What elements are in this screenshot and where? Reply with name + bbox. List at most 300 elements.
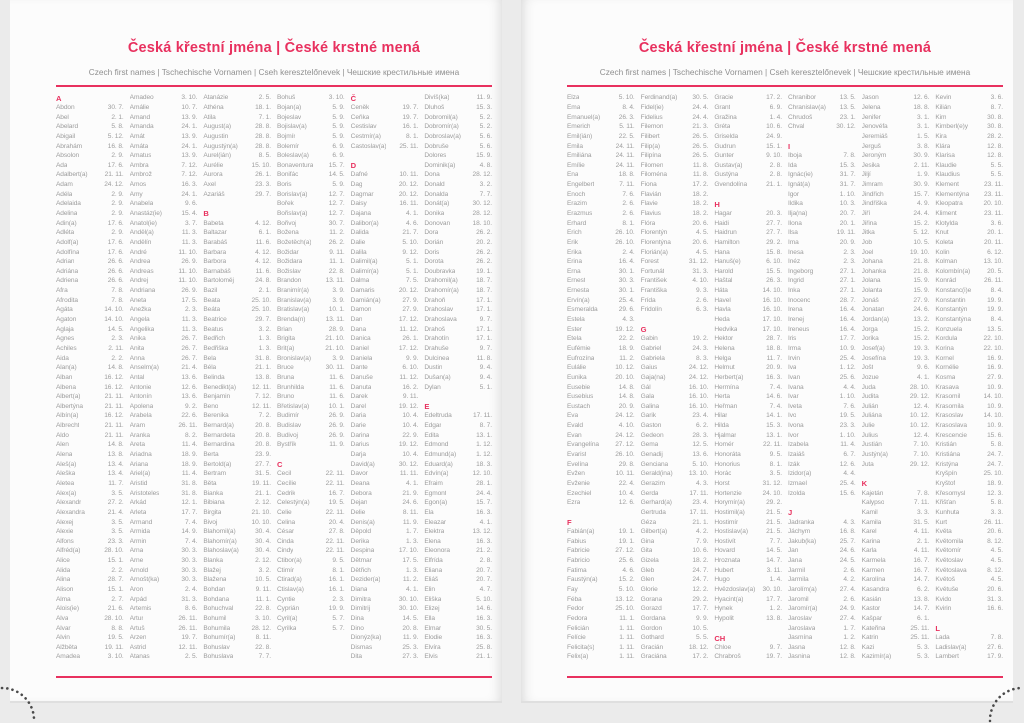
name-entry bbox=[130, 430, 198, 440]
name-day-date: 21. 10. bbox=[325, 335, 345, 343]
first-name: Kim bbox=[935, 113, 947, 121]
name-day-date: 22. 8. bbox=[255, 605, 271, 613]
first-name: Jadranka bbox=[787, 518, 815, 526]
name-day-date: 11. 10. bbox=[178, 248, 198, 256]
first-name: Daniel bbox=[350, 344, 369, 352]
name-entry bbox=[862, 373, 930, 383]
name-entry bbox=[56, 402, 124, 412]
first-name: Darina bbox=[350, 431, 370, 439]
first-name: Antonie bbox=[129, 383, 152, 391]
name-entry bbox=[277, 286, 345, 296]
first-name: César bbox=[276, 528, 295, 536]
name-day-date: 1. 10. bbox=[839, 431, 856, 439]
name-day-date: 4. 8. bbox=[479, 161, 492, 169]
name-entry bbox=[203, 594, 271, 604]
name-day-date: 8. 7. bbox=[479, 422, 492, 430]
name-entry bbox=[424, 440, 492, 450]
name-entry bbox=[862, 276, 930, 286]
name-entry bbox=[424, 556, 492, 566]
name-day-date: 17. 2. bbox=[766, 94, 782, 102]
name-day-date: 24. 7. bbox=[987, 460, 1003, 468]
name-day-date: 1. 7. bbox=[405, 528, 419, 536]
name-day-date: 20. 7. bbox=[476, 566, 492, 574]
first-name: Aristoteles bbox=[129, 489, 160, 497]
name-entry bbox=[351, 604, 419, 614]
name-entry bbox=[862, 353, 930, 363]
name-entry bbox=[277, 469, 345, 479]
name-entry bbox=[714, 643, 782, 653]
name-entry bbox=[641, 247, 709, 257]
name-day-date: 5. 9. bbox=[332, 132, 345, 140]
name-day-date: 12. 7. bbox=[328, 200, 345, 208]
name-entry bbox=[935, 392, 1003, 402]
first-name: Kristián bbox=[935, 441, 957, 449]
first-name: Justýn(a) bbox=[861, 451, 888, 459]
first-name: Fortunát bbox=[640, 267, 665, 275]
first-name: Bruna bbox=[276, 373, 295, 381]
name-day-date: 21. 4. bbox=[107, 508, 124, 516]
first-name: Esmeralda bbox=[567, 306, 598, 314]
first-name: Jitka bbox=[861, 229, 875, 237]
name-day-date: 11. 2. bbox=[402, 576, 419, 584]
name-entry bbox=[935, 546, 1003, 556]
name-day-date: 15. 5. bbox=[766, 267, 782, 275]
first-name: Josef(a) bbox=[861, 344, 885, 352]
name-entry bbox=[130, 392, 198, 402]
name-entry bbox=[714, 267, 782, 277]
first-name: Hvězdoslav(a) bbox=[714, 585, 756, 593]
first-name: Damián(a) bbox=[350, 296, 381, 304]
name-entry bbox=[641, 132, 709, 142]
first-name: Iris bbox=[787, 335, 797, 343]
name-entry bbox=[351, 546, 419, 556]
first-name: Klára bbox=[935, 142, 951, 150]
name-day-date: 1. 12. bbox=[476, 441, 492, 449]
name-day-date: 20. 12. bbox=[398, 181, 419, 189]
name-entry bbox=[788, 373, 856, 383]
name-day-date: 2. 5. bbox=[184, 653, 198, 661]
first-name: Adelina bbox=[56, 210, 78, 217]
first-name: Krasomil bbox=[935, 393, 961, 401]
name-day-date: 9. 4. bbox=[479, 373, 492, 381]
name-day-date: 3. 10. bbox=[255, 614, 271, 622]
first-name: Florentýn bbox=[640, 229, 668, 237]
name-entry bbox=[567, 199, 635, 209]
first-name: Dobromil(a) bbox=[424, 113, 458, 121]
name-entry bbox=[714, 488, 782, 498]
name-day-date: 14. 5. bbox=[107, 325, 124, 333]
name-entry bbox=[130, 411, 198, 421]
name-entry bbox=[130, 575, 198, 585]
name-entry bbox=[351, 421, 419, 431]
section-letter: C bbox=[276, 459, 283, 469]
first-name: Kimberl(e)y bbox=[935, 123, 968, 131]
name-entry bbox=[130, 604, 198, 614]
first-name: Květuše bbox=[935, 585, 959, 593]
first-name: Gema bbox=[640, 441, 659, 449]
name-entry bbox=[714, 180, 782, 190]
first-name: Emílie bbox=[567, 161, 585, 169]
name-day-date: 27. 9. bbox=[913, 296, 930, 304]
first-name: Kateřina bbox=[861, 624, 886, 632]
first-name: Erik bbox=[567, 238, 578, 246]
name-day-date: 5. 11. bbox=[619, 123, 635, 131]
name-day-date: 2. 6. bbox=[695, 296, 709, 304]
first-name: Babeta bbox=[203, 219, 224, 227]
name-entry bbox=[567, 132, 635, 142]
name-day-date: 21. 8. bbox=[913, 267, 930, 275]
name-entry bbox=[277, 257, 345, 267]
name-entry bbox=[862, 508, 930, 518]
first-name: Daisy bbox=[350, 200, 367, 208]
first-name: Darja bbox=[350, 451, 366, 459]
name-day-date: 3. 2. bbox=[258, 325, 271, 333]
name-entry bbox=[351, 633, 419, 643]
names-grid-right bbox=[567, 93, 1003, 673]
first-name: Jaroslava bbox=[787, 624, 816, 632]
first-name: Konstantýn bbox=[935, 306, 968, 314]
name-day-date: 24. 12. bbox=[688, 364, 709, 372]
name-entry bbox=[351, 180, 419, 190]
name-entry bbox=[788, 247, 856, 257]
first-name: Diana bbox=[350, 585, 368, 593]
name-entry bbox=[351, 324, 419, 334]
first-name: Horác bbox=[714, 470, 732, 478]
name-entry bbox=[862, 652, 930, 662]
name-day-date: 7. 5. bbox=[405, 277, 419, 285]
name-entry bbox=[862, 488, 930, 498]
name-entry bbox=[567, 141, 635, 151]
first-name: Cyrilka bbox=[276, 624, 297, 632]
name-day-date: 29. 6. bbox=[618, 306, 635, 314]
name-day-date: 24. 3. bbox=[692, 344, 709, 352]
first-name: Gudrun bbox=[714, 142, 736, 150]
first-name: Dobromír(a) bbox=[424, 123, 459, 131]
name-day-date: 7. 12. bbox=[181, 161, 198, 169]
name-entry bbox=[714, 373, 782, 383]
name-day-date: 29. 7. bbox=[255, 190, 271, 198]
name-entry bbox=[714, 334, 782, 344]
first-name: Dimitra bbox=[350, 595, 371, 603]
name-day-date: 20. 12. bbox=[398, 287, 419, 295]
name-entry bbox=[203, 267, 271, 277]
first-name: Barbora bbox=[203, 258, 227, 266]
name-day-date: 1. 11. bbox=[619, 643, 635, 651]
name-day-date: 30. 10. bbox=[398, 595, 419, 603]
name-day-date: 21. 8. bbox=[913, 258, 930, 266]
first-name: Bratislav(a) bbox=[276, 306, 310, 314]
name-entry bbox=[714, 575, 782, 585]
first-name: Květoslava bbox=[935, 566, 967, 574]
first-name: Hypolit bbox=[714, 614, 734, 622]
first-name: Flavius bbox=[640, 210, 661, 217]
name-entry bbox=[203, 469, 271, 479]
name-entry bbox=[56, 228, 124, 238]
name-entry bbox=[714, 209, 782, 219]
name-day-date: 4. 5. bbox=[990, 557, 1003, 565]
name-day-date: 26. 3. bbox=[618, 113, 635, 121]
name-day-date: 15. 7. bbox=[328, 161, 345, 169]
first-name: Agaton bbox=[56, 316, 77, 324]
name-day-date: 26. 1. bbox=[402, 335, 419, 343]
name-entry bbox=[203, 373, 271, 383]
name-entry bbox=[56, 160, 124, 170]
first-name: Alexej bbox=[56, 518, 74, 526]
name-entry bbox=[56, 286, 124, 296]
name-entry bbox=[862, 344, 930, 354]
first-name: Ester bbox=[567, 325, 582, 333]
name-day-date: 21. 1. bbox=[255, 489, 271, 497]
name-entry bbox=[862, 546, 930, 556]
first-name: Ernesta bbox=[567, 287, 590, 295]
first-name: Augustýn(a) bbox=[203, 142, 238, 150]
first-name: Jáchym bbox=[787, 528, 811, 536]
name-day-date: 11. 1. bbox=[619, 614, 635, 622]
name-entry bbox=[935, 305, 1003, 315]
name-entry bbox=[130, 585, 198, 595]
name-day-date: 21. 1. bbox=[255, 364, 271, 372]
blank-row bbox=[567, 508, 635, 518]
first-name: Květoslav bbox=[935, 557, 964, 565]
first-name: Dismas bbox=[350, 643, 373, 651]
first-name: Erich bbox=[567, 229, 582, 237]
name-entry bbox=[862, 238, 930, 248]
name-entry bbox=[351, 498, 419, 508]
first-name: Dora bbox=[424, 229, 439, 237]
first-name: Hana bbox=[714, 248, 730, 256]
first-name: Dajana bbox=[350, 210, 371, 217]
name-entry bbox=[424, 498, 492, 508]
first-name: Ingeborg bbox=[787, 267, 814, 275]
name-entry bbox=[56, 479, 124, 489]
first-name: Barabáš bbox=[203, 238, 228, 246]
name-entry bbox=[424, 160, 492, 170]
name-day-date: 2. 9. bbox=[111, 200, 124, 208]
first-name: Dušan(a) bbox=[424, 373, 451, 381]
name-day-date: 26. 9. bbox=[181, 287, 198, 295]
name-day-date: 12. 2. bbox=[692, 585, 709, 593]
first-name: Havel bbox=[714, 296, 731, 304]
name-entry bbox=[351, 257, 419, 267]
name-day-date: 28. 1. bbox=[476, 479, 492, 487]
first-name: Irena bbox=[787, 306, 803, 314]
first-name: Ariana bbox=[129, 460, 149, 468]
name-day-date: 14. 5. bbox=[402, 614, 419, 622]
name-day-date: 18. 7. bbox=[476, 277, 492, 285]
first-name: Divíš(ka) bbox=[424, 94, 450, 102]
name-day-date: 28. 12. bbox=[472, 210, 492, 217]
name-entry bbox=[203, 479, 271, 489]
first-name: Juliána bbox=[861, 412, 882, 420]
first-name: Borislav(a) bbox=[276, 190, 308, 198]
first-name: Doubravka bbox=[424, 267, 456, 275]
name-entry bbox=[130, 295, 198, 305]
name-day-date: 7. 10. bbox=[913, 451, 930, 459]
name-entry bbox=[130, 103, 198, 113]
first-name: Agáta bbox=[56, 306, 73, 314]
name-day-date: 17. 11. bbox=[473, 412, 492, 420]
first-name: Karina bbox=[861, 537, 881, 545]
name-entry bbox=[714, 430, 782, 440]
name-day-date: 9. 7. bbox=[479, 316, 492, 324]
name-day-date: 24. 9. bbox=[766, 132, 782, 140]
name-entry bbox=[862, 218, 930, 228]
first-name: Kasandra bbox=[861, 585, 890, 593]
name-entry bbox=[351, 170, 419, 180]
name-day-date: 26. 5. bbox=[692, 132, 709, 140]
name-entry bbox=[351, 103, 419, 113]
first-name: Aranka bbox=[129, 431, 150, 439]
first-name: Helga bbox=[714, 354, 732, 362]
name-entry bbox=[567, 382, 635, 392]
first-name: Bronislav(a) bbox=[276, 354, 311, 362]
name-entry bbox=[862, 430, 930, 440]
first-name: Anastáz(ie) bbox=[129, 210, 162, 217]
name-day-date: 11. 3. bbox=[181, 238, 198, 246]
name-day-date: 7. 6. bbox=[843, 402, 856, 410]
first-name: Edgar bbox=[424, 422, 442, 430]
name-entry bbox=[203, 276, 271, 286]
name-day-date: 15. 2. bbox=[618, 576, 635, 584]
name-day-date: 24. 5. bbox=[839, 557, 856, 565]
name-entry bbox=[567, 334, 635, 344]
first-name: Hermína bbox=[714, 383, 739, 391]
name-day-date: 24. 4. bbox=[476, 489, 492, 497]
name-entry bbox=[714, 585, 782, 595]
name-entry bbox=[788, 402, 856, 412]
name-day-date: 9. 5. bbox=[332, 557, 345, 565]
first-name: Gál bbox=[640, 383, 651, 391]
name-entry bbox=[641, 363, 709, 373]
name-day-date: 19. 1. bbox=[476, 267, 492, 275]
first-name: Benedikt(a) bbox=[203, 383, 236, 391]
first-name: Jesika bbox=[861, 161, 880, 169]
first-name: Drahoslav bbox=[424, 306, 454, 314]
name-day-date: 7. 8. bbox=[843, 152, 856, 160]
name-day-date: 8. 3. bbox=[695, 354, 709, 362]
name-day-date: 4. 12. bbox=[255, 248, 271, 256]
name-day-date: 5. 10. bbox=[692, 460, 709, 468]
name-entry bbox=[567, 267, 635, 277]
name-day-date: 2. 9. bbox=[111, 152, 124, 160]
name-entry bbox=[203, 141, 271, 151]
first-name: Eusebius bbox=[567, 393, 594, 401]
name-day-date: 28. 8. bbox=[255, 132, 271, 140]
name-day-date: 15. 7. bbox=[476, 499, 492, 507]
name-entry bbox=[424, 305, 492, 315]
name-entry bbox=[714, 353, 782, 363]
name-entry bbox=[424, 141, 492, 151]
name-day-date: 22. 6. bbox=[181, 412, 198, 420]
first-name: Edmond bbox=[424, 441, 449, 449]
first-name: Florentýna bbox=[640, 238, 671, 246]
name-entry bbox=[130, 633, 198, 643]
divider-rule-top bbox=[567, 85, 1003, 87]
name-entry bbox=[862, 199, 930, 209]
name-entry bbox=[424, 421, 492, 431]
first-name: Aneta bbox=[129, 296, 147, 304]
first-name: Aleš(a) bbox=[56, 460, 77, 468]
first-name: Kasián bbox=[861, 595, 882, 603]
first-name: David(a) bbox=[350, 460, 375, 468]
first-name: Ezra bbox=[567, 499, 581, 507]
first-name: Amadeo bbox=[129, 94, 154, 102]
name-entry bbox=[788, 344, 856, 354]
first-name: Achiles bbox=[56, 344, 77, 352]
name-day-date: 2. 2. bbox=[111, 566, 124, 574]
first-name: Dalibor(a) bbox=[350, 219, 379, 227]
name-entry bbox=[788, 527, 856, 537]
first-name: Heřman bbox=[714, 402, 738, 410]
first-name: Dejan bbox=[350, 499, 368, 507]
name-entry bbox=[935, 276, 1003, 286]
first-name: Karel bbox=[861, 528, 877, 536]
name-day-date: 22. 9. bbox=[402, 431, 419, 439]
first-name: Dan bbox=[350, 316, 363, 324]
name-day-date: 30. 1. bbox=[618, 287, 635, 295]
first-name: Konrád bbox=[935, 277, 956, 285]
name-day-date: 14. 6. bbox=[766, 393, 782, 401]
name-day-date: 3. 9. bbox=[332, 354, 345, 362]
name-day-date: 4. 9. bbox=[916, 200, 930, 208]
name-day-date: 20. 4. bbox=[328, 518, 345, 526]
first-name: Adrian bbox=[56, 258, 75, 266]
first-name: Drahomír(a) bbox=[424, 287, 459, 295]
name-day-date: 21. 11. bbox=[104, 431, 124, 439]
name-day-date: 27. 1. bbox=[839, 277, 856, 285]
first-name: Ivona bbox=[787, 422, 804, 430]
name-day-date: 26. 5. bbox=[692, 142, 709, 150]
name-day-date: 15. 1. bbox=[107, 557, 124, 565]
name-day-date: 3. 11. bbox=[766, 566, 782, 574]
name-day-date: 26. 10. bbox=[615, 238, 635, 246]
first-name: Ladislav(a) bbox=[935, 643, 967, 651]
name-column bbox=[351, 93, 419, 673]
first-name: Engelbert bbox=[567, 181, 595, 189]
name-day-date: 2. 7. bbox=[111, 595, 124, 603]
name-day-date: 16. 10. bbox=[762, 296, 782, 304]
name-day-date: 26. 11. bbox=[984, 518, 1003, 526]
first-name: Jozue bbox=[861, 373, 879, 381]
first-name: Kryštof bbox=[935, 479, 956, 487]
name-entry bbox=[788, 93, 856, 103]
name-day-date: 4. 1. bbox=[479, 518, 492, 526]
name-day-date: 23. 4. bbox=[692, 499, 709, 507]
name-day-date: 14. 8. bbox=[618, 383, 635, 391]
first-name: Hostimír bbox=[714, 518, 739, 526]
name-day-date: 15. 9. bbox=[476, 152, 492, 160]
name-day-date: 7. 8. bbox=[111, 287, 124, 295]
name-entry bbox=[641, 585, 709, 595]
name-day-date: 9. 11. bbox=[329, 248, 345, 256]
name-day-date: 12. 8. bbox=[839, 643, 856, 651]
blank-row bbox=[788, 498, 856, 508]
name-entry bbox=[714, 508, 782, 518]
name-day-date: 10. 3. bbox=[839, 200, 856, 208]
name-entry bbox=[56, 334, 124, 344]
name-day-date: 11. 3. bbox=[181, 229, 198, 237]
name-day-date: 2. 2. bbox=[111, 354, 124, 362]
name-day-date: 5. 3. bbox=[916, 643, 930, 651]
name-day-date: 18. 9. bbox=[618, 344, 635, 352]
name-day-date: 12. 11. bbox=[252, 383, 271, 391]
first-name: Bohumil bbox=[203, 614, 227, 622]
name-entry bbox=[935, 160, 1003, 170]
name-day-date: 17. 7. bbox=[692, 605, 709, 613]
name-day-date: 21. 11. bbox=[104, 422, 124, 430]
name-day-date: 22. 11. bbox=[325, 508, 345, 516]
first-name: Albertýna bbox=[56, 402, 83, 410]
